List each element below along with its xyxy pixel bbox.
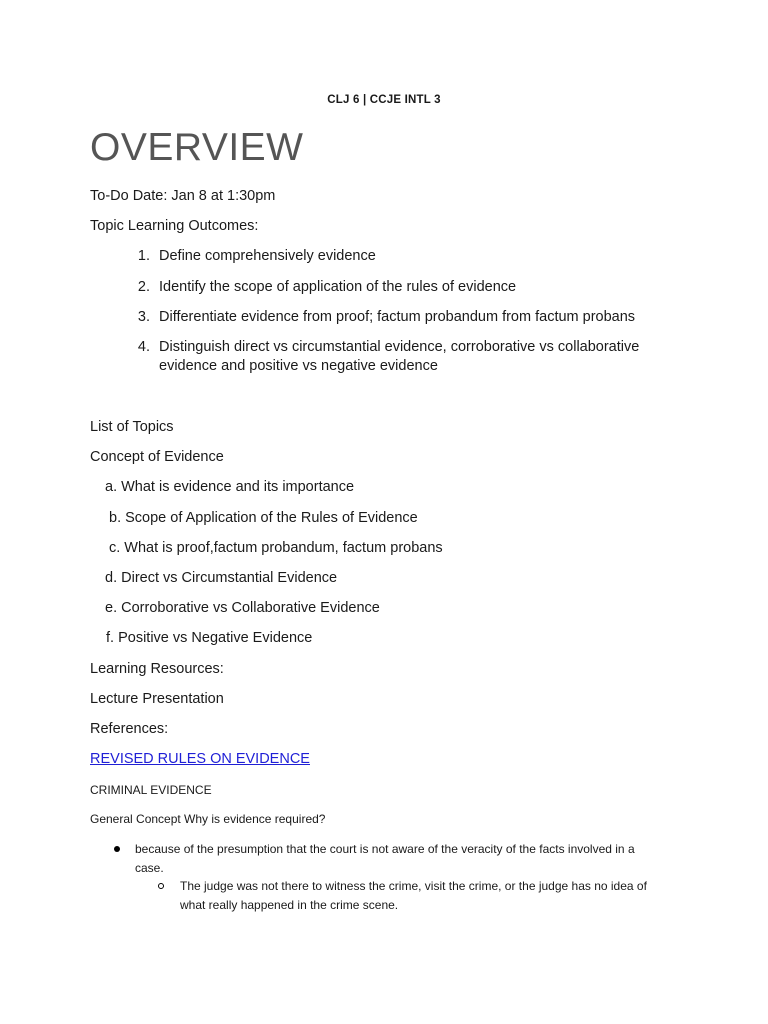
list-item xyxy=(0,309,768,329)
list-item-text: Differentiate evidence from proof; factum probandum from factum probans xyxy=(159,309,636,325)
list-item-text: Distinguish direct vs circumstantial evidence, corroborative vs collaborative xyxy=(159,339,640,355)
topic-item: b. Scope of Application of the Rules of Evidence xyxy=(109,510,418,526)
document-header: CLJ 6 | CCJE INTL 3 xyxy=(327,94,441,106)
criminal-evidence-heading: CRIMINAL EVIDENCE xyxy=(90,783,212,797)
bullet-text: because of the presumption that the court is not aware of the veracity of the facts involved in a xyxy=(135,842,635,856)
page-title: OVERVIEW xyxy=(90,126,304,169)
list-number: 1. xyxy=(137,248,150,264)
topic-item: e. Corroborative vs Collaborative Evidence xyxy=(105,600,380,616)
bullet-icon xyxy=(114,846,120,852)
list-item xyxy=(0,248,768,268)
list-of-topics-heading: List of Topics xyxy=(90,419,174,435)
sub-bullet-icon xyxy=(158,883,164,889)
list-item xyxy=(0,279,768,299)
topic-item: a. What is evidence and its importance xyxy=(105,479,355,495)
topic-item: c. What is proof,factum probandum, factum probans xyxy=(109,540,443,556)
list-item-text: Define comprehensively evidence xyxy=(159,248,376,264)
general-concept-text: General Concept Why is evidence required? xyxy=(90,812,326,826)
topic-item: d. Direct vs Circumstantial Evidence xyxy=(105,570,338,586)
list-number: 4. xyxy=(137,339,150,355)
list-number: 2. xyxy=(137,279,150,295)
todo-date: To-Do Date: Jan 8 at 1:30pm xyxy=(90,188,276,204)
references-heading: References: xyxy=(90,721,169,737)
revised-rules-link[interactable]: REVISED RULES ON EVIDENCE xyxy=(90,751,310,767)
outcomes-heading: Topic Learning Outcomes: xyxy=(90,218,259,234)
resources-item: Lecture Presentation xyxy=(90,691,224,707)
list-item-text: Identify the scope of application of the rules of evidence xyxy=(159,279,517,295)
concept-heading: Concept of Evidence xyxy=(90,449,224,465)
list-item-text-continued: evidence and positive vs negative evidence xyxy=(159,358,438,374)
sub-bullet-text-continued: what really happened in the crime scene. xyxy=(180,898,399,912)
list-item xyxy=(0,339,768,379)
topic-item: f. Positive vs Negative Evidence xyxy=(106,630,313,646)
resources-heading: Learning Resources: xyxy=(90,661,224,677)
sub-bullet-text: The judge was not there to witness the crime, visit the crime, or the judge has no idea of xyxy=(180,879,647,893)
bullet-text-continued: case. xyxy=(135,861,164,875)
list-number: 3. xyxy=(137,309,150,325)
